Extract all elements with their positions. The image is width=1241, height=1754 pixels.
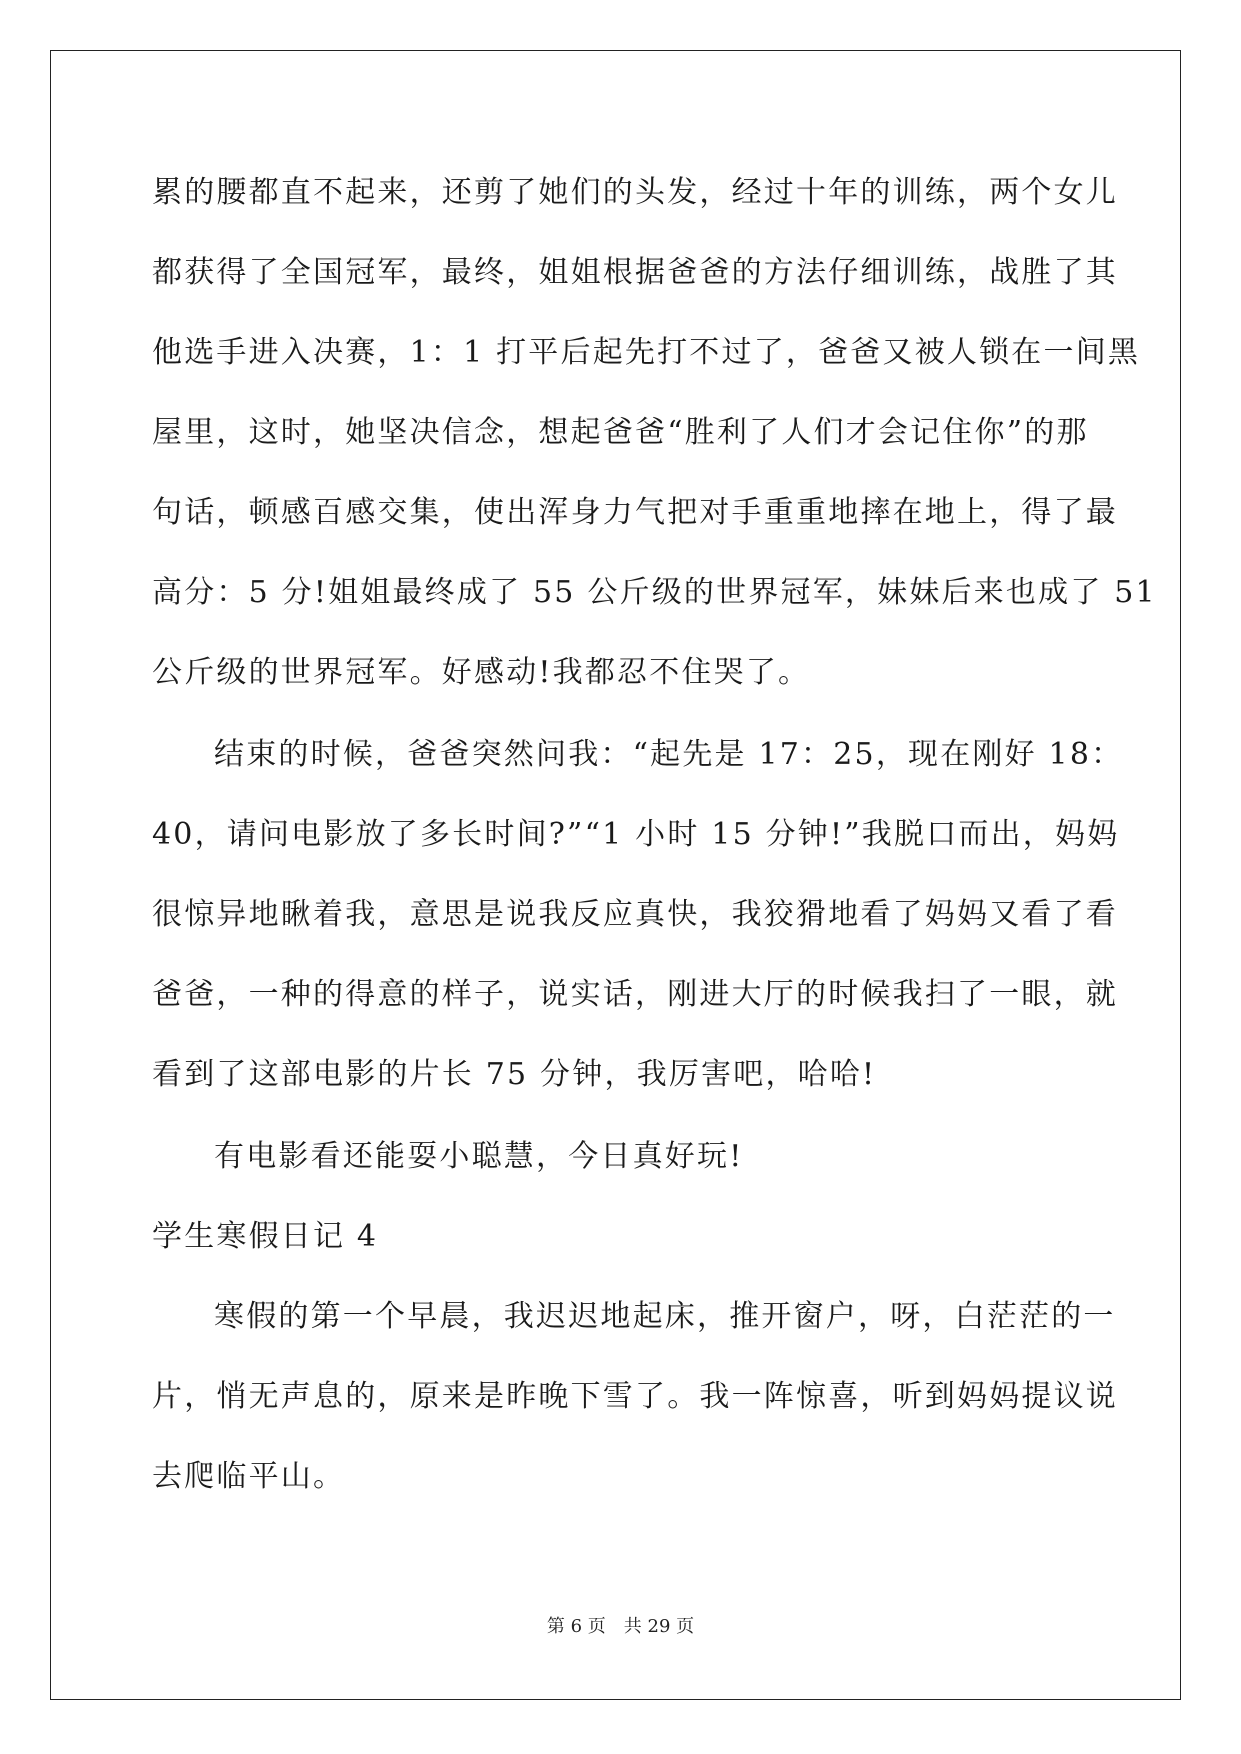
paragraph-first-line: 有电影看还能耍小聪慧，今日真好玩! <box>214 1139 744 1174</box>
page-number: 第 6 页 <box>546 1616 606 1637</box>
text-line: 去爬临平山。 <box>152 1459 346 1494</box>
text-line: 高分：5 分!姐姐最终成了 55 公斤级的世界冠军，妹妹后来也成了 51 <box>152 575 1157 610</box>
paragraph-first-line: 寒假的第一个早晨，我迟迟地起床，推开窗户，呀，白茫茫的一 <box>214 1299 1116 1334</box>
total-pages: 共 29 页 <box>623 1616 695 1637</box>
text-line: 片，悄无声息的，原来是昨晚下雪了。我一阵惊喜，听到妈妈提议说 <box>152 1379 1118 1414</box>
section-heading: 学生寒假日记 4 <box>152 1219 379 1254</box>
text-line: 很惊异地瞅着我，意思是说我反应真快，我狡猾地看了妈妈又看了看 <box>152 897 1118 932</box>
text-line: 公斤级的世界冠军。好感动!我都忍不住哭了。 <box>152 655 811 690</box>
page-border <box>50 50 1181 1700</box>
text-line: 都获得了全国冠军，最终，姐姐根据爸爸的方法仔细训练，战胜了其 <box>152 255 1118 290</box>
page-footer <box>0 1615 1241 1639</box>
text-line: 他选手进入决赛，1：1 打平后起先打不过了，爸爸又被人锁在一间黑 <box>152 335 1141 370</box>
text-line: 屋里，这时，她坚决信念，想起爸爸“胜利了人们才会记住你”的那 <box>152 415 1089 450</box>
text-line: 看到了这部电影的片长 75 分钟，我厉害吧，哈哈! <box>152 1057 877 1092</box>
paragraph-first-line: 结束的时候，爸爸突然问我：“起先是 17：25，现在刚好 18： <box>214 737 1124 772</box>
text-line: 40，请问电影放了多长时间?”“1 小时 15 分钟!”我脱口而出，妈妈 <box>152 817 1120 852</box>
text-line: 累的腰都直不起来，还剪了她们的头发，经过十年的训练，两个女儿 <box>152 175 1118 210</box>
text-line: 句话，顿感百感交集，使出浑身力气把对手重重地摔在地上，得了最 <box>152 495 1118 530</box>
text-line: 爸爸，一种的得意的样子，说实话，刚进大厅的时候我扫了一眼，就 <box>152 977 1118 1012</box>
